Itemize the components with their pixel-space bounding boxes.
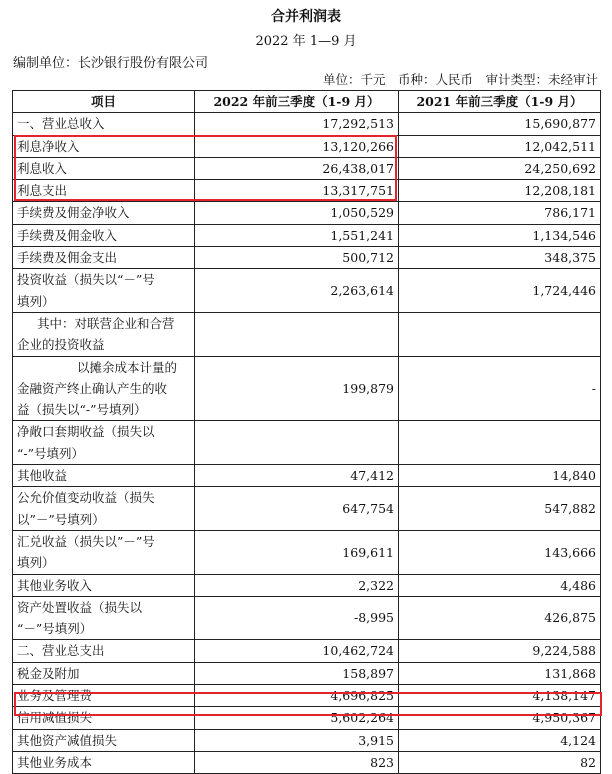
value-2021: 15,690,877 bbox=[399, 113, 601, 135]
row-label: 其他业务收入 bbox=[13, 574, 195, 596]
value-2021: 4,124 bbox=[399, 729, 601, 751]
row-label-line: 填列） bbox=[17, 293, 55, 309]
row-label bbox=[13, 269, 195, 313]
value-2021: 4,950,367 bbox=[399, 707, 601, 729]
value-2022: 3,915 bbox=[195, 729, 399, 751]
income-statement-table bbox=[12, 90, 601, 774]
row-label: 一、营业总收入 bbox=[13, 113, 195, 135]
value-2021: 143,666 bbox=[399, 530, 601, 574]
value-2021: 82 bbox=[399, 751, 601, 773]
row-label: 手续费及佣金净收入 bbox=[13, 202, 195, 224]
report-title: 合并利润表 bbox=[271, 9, 341, 25]
value-2021: 786,171 bbox=[399, 202, 601, 224]
row-label: 业务及管理费 bbox=[13, 685, 195, 707]
column-header-2022: 2022 年前三季度（1-9 月） bbox=[195, 91, 399, 113]
row-label: 二、营业总支出 bbox=[13, 640, 195, 662]
row-label bbox=[13, 356, 195, 421]
row-label: 手续费及佣金支出 bbox=[13, 247, 195, 269]
row-label-line: 益（损失以“-”号填列） bbox=[17, 402, 147, 418]
value-2021: - bbox=[399, 356, 601, 421]
row-label: 手续费及佣金收入 bbox=[13, 224, 195, 246]
row-label-line: “－”号填列） bbox=[17, 621, 93, 637]
value-2022: 647,754 bbox=[195, 487, 399, 531]
table-row bbox=[13, 202, 601, 224]
row-label: 其他资产减值损失 bbox=[13, 729, 195, 751]
table-row bbox=[13, 707, 601, 729]
value-2021: 12,208,181 bbox=[399, 180, 601, 202]
table-header-row bbox=[13, 91, 601, 113]
value-2021 bbox=[399, 421, 601, 465]
row-label-line: 净敞口套期收益（损失以 bbox=[17, 424, 155, 440]
value-2022: 823 bbox=[195, 751, 399, 773]
table-row bbox=[13, 685, 601, 707]
value-2022: 4,696,825 bbox=[195, 685, 399, 707]
row-label-line: 以”－”号填列） bbox=[17, 511, 105, 527]
value-2022: 500,712 bbox=[195, 247, 399, 269]
table-row bbox=[13, 421, 601, 465]
row-label-line: 汇兑收益（损失以”－”号 bbox=[17, 533, 155, 549]
value-2021: 348,375 bbox=[399, 247, 601, 269]
table-row bbox=[13, 530, 601, 574]
value-2022: -8,995 bbox=[195, 596, 399, 640]
row-label: 其他收益 bbox=[13, 465, 195, 487]
value-2022: 2,322 bbox=[195, 574, 399, 596]
table-row bbox=[13, 487, 601, 531]
value-2021: 12,042,511 bbox=[399, 135, 601, 157]
table-row bbox=[13, 465, 601, 487]
row-label: 利息收入 bbox=[13, 157, 195, 179]
value-2022 bbox=[195, 312, 399, 356]
value-2021: 9,224,588 bbox=[399, 640, 601, 662]
table-row bbox=[13, 180, 601, 202]
row-label-line: 填列） bbox=[17, 555, 55, 571]
value-2022: 17,292,513 bbox=[195, 113, 399, 135]
value-2021: 4,138,147 bbox=[399, 685, 601, 707]
value-2022: 47,412 bbox=[195, 465, 399, 487]
company-name: 编制单位：长沙银行股份有限公司 bbox=[13, 56, 209, 71]
value-2021: 547,882 bbox=[399, 487, 601, 531]
value-2022: 199,879 bbox=[195, 356, 399, 421]
row-label bbox=[13, 530, 195, 574]
row-label bbox=[13, 487, 195, 531]
table-row bbox=[13, 751, 601, 773]
table-row bbox=[13, 224, 601, 246]
value-2021: 131,868 bbox=[399, 662, 601, 684]
row-label-line: 公允价值变动收益（损失 bbox=[17, 490, 155, 506]
value-2022: 158,897 bbox=[195, 662, 399, 684]
value-2021: 4,486 bbox=[399, 574, 601, 596]
column-header-item: 项目 bbox=[13, 91, 195, 113]
table-row bbox=[13, 574, 601, 596]
value-2022: 169,611 bbox=[195, 530, 399, 574]
table-row bbox=[13, 135, 601, 157]
value-2022: 1,050,529 bbox=[195, 202, 399, 224]
table-row bbox=[13, 356, 601, 421]
table-row bbox=[13, 640, 601, 662]
value-2021: 1,134,546 bbox=[399, 224, 601, 246]
row-label: 利息净收入 bbox=[13, 135, 195, 157]
value-2022: 1,551,241 bbox=[195, 224, 399, 246]
column-header-2021: 2021 年前三季度（1-9 月） bbox=[399, 91, 601, 113]
table-row bbox=[13, 662, 601, 684]
value-2021 bbox=[399, 312, 601, 356]
value-2021: 24,250,692 bbox=[399, 157, 601, 179]
row-label-line: 投资收益（损失以“－”号 bbox=[17, 272, 155, 288]
value-2022: 13,120,266 bbox=[195, 135, 399, 157]
table-row bbox=[13, 157, 601, 179]
table-row bbox=[13, 113, 601, 135]
table-row bbox=[13, 312, 601, 356]
row-label-line: 金融资产终止确认产生的收 bbox=[17, 380, 168, 396]
row-label-line: 企业的投资收益 bbox=[17, 337, 105, 353]
row-label-line: 资产处置收益（损失以 bbox=[17, 599, 143, 615]
table-row bbox=[13, 247, 601, 269]
row-label bbox=[13, 596, 195, 640]
row-label-line: “-”号填列） bbox=[17, 445, 85, 461]
value-2021: 14,840 bbox=[399, 465, 601, 487]
value-2022: 26,438,017 bbox=[195, 157, 399, 179]
table-row bbox=[13, 596, 601, 640]
value-2022 bbox=[195, 421, 399, 465]
row-label: 其他业务成本 bbox=[13, 751, 195, 773]
row-label-line: 以摊余成本计量的 bbox=[77, 359, 178, 375]
row-label bbox=[13, 312, 195, 356]
row-label-line: 其中：对联营企业和合营 bbox=[37, 315, 175, 331]
report-meta: 单位：千元 币种：人民币 审计类型：未经审计 bbox=[322, 72, 598, 87]
value-2022: 10,462,724 bbox=[195, 640, 399, 662]
row-label: 信用减值损失 bbox=[13, 707, 195, 729]
report-period: 2022 年 1—9 月 bbox=[255, 34, 357, 49]
row-label: 利息支出 bbox=[13, 180, 195, 202]
table-row bbox=[13, 729, 601, 751]
value-2022: 5,602,264 bbox=[195, 707, 399, 729]
table-row bbox=[13, 269, 601, 313]
value-2022: 2,263,614 bbox=[195, 269, 399, 313]
value-2022: 13,317,751 bbox=[195, 180, 399, 202]
row-label bbox=[13, 421, 195, 465]
row-label: 税金及附加 bbox=[13, 662, 195, 684]
value-2021: 426,875 bbox=[399, 596, 601, 640]
value-2021: 1,724,446 bbox=[399, 269, 601, 313]
